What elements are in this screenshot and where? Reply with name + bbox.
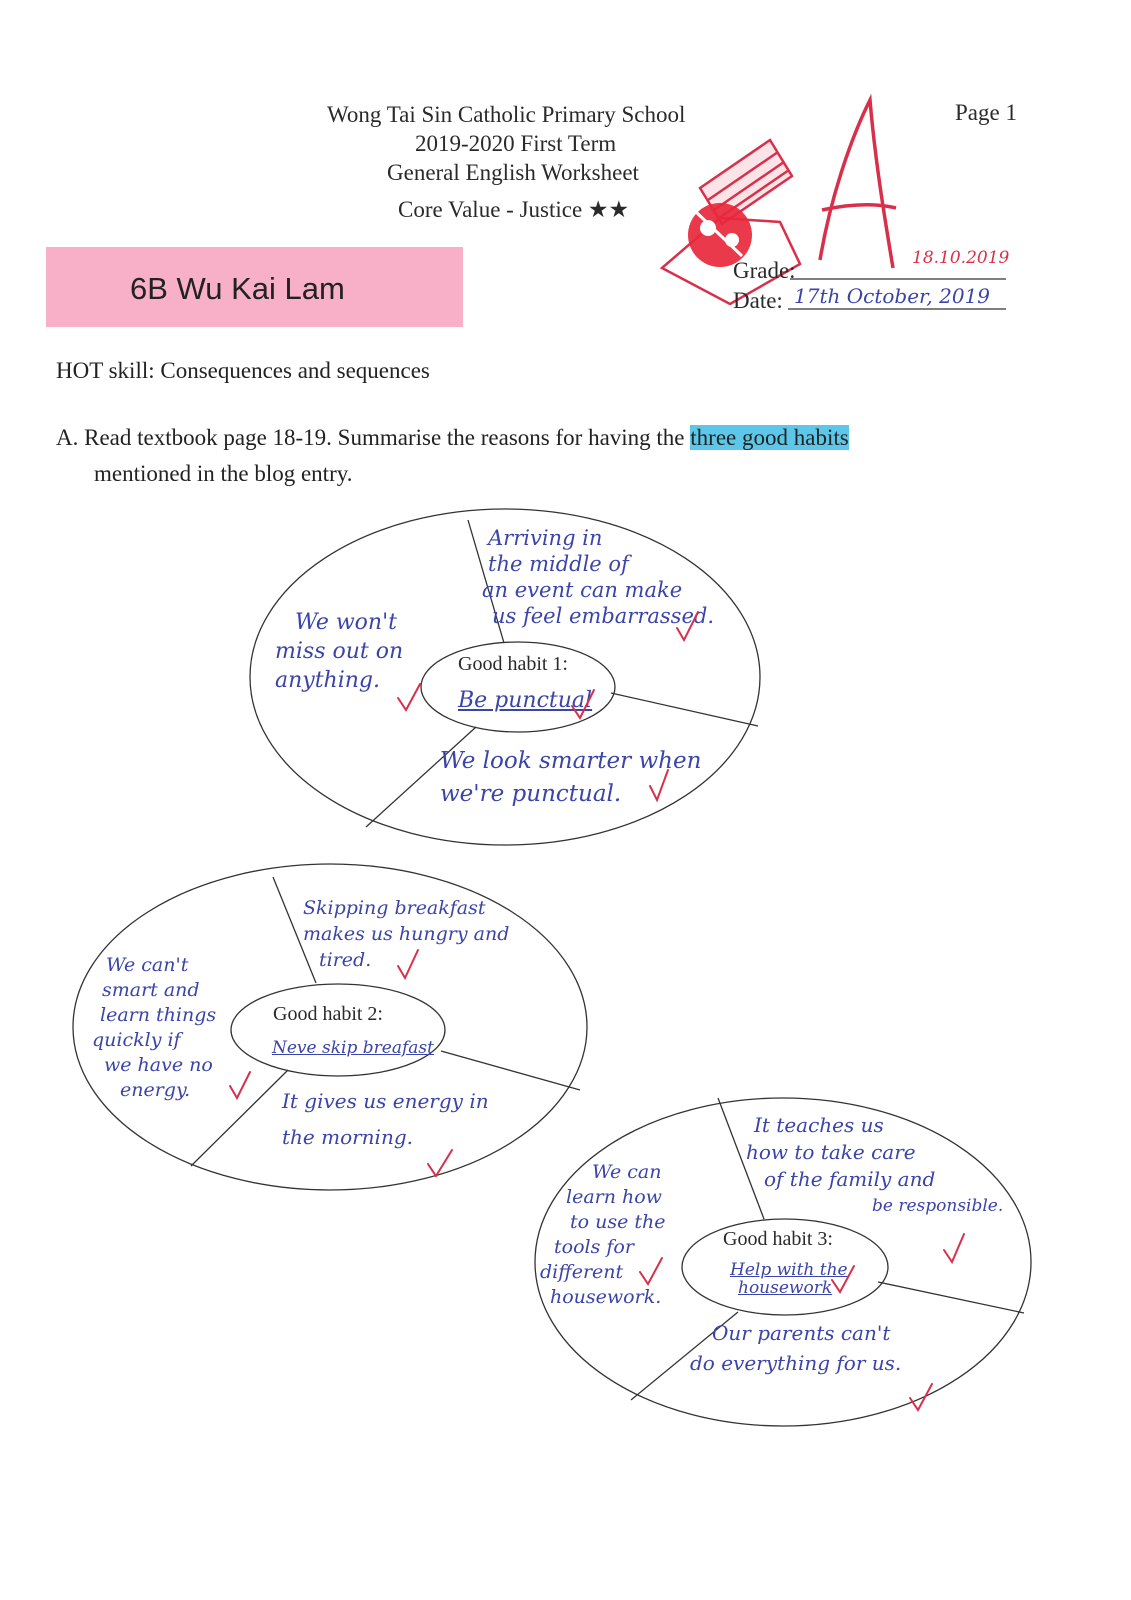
school-name: Wong Tai Sin Catholic Primary School	[327, 102, 686, 127]
habit-1-title: Good habit 1:	[458, 653, 568, 675]
term-label: 2019-2020 First Term	[415, 131, 617, 156]
grade-label: Grade:	[733, 258, 796, 283]
habit-3-reason-2: We can learn how to use the tools for different housework.	[540, 1161, 666, 1308]
habit-1-reason-2: We won't miss out on anything.	[275, 610, 404, 693]
habit-2-reason-3: It gives us energy in the morning.	[282, 1089, 489, 1149]
question-a-prefix: A. Read textbook page 18-19. Summarise the reasons for having the	[56, 425, 685, 450]
habit-3-reason-3: Our parents can't do everything for us.	[690, 1321, 902, 1375]
marked-date: 18.10.2019	[912, 248, 1010, 268]
tick-mark	[398, 684, 420, 710]
question-a-line2: mentioned in the blog entry.	[94, 461, 353, 486]
page-number: Page 1	[955, 100, 1017, 125]
tick-mark	[910, 1384, 932, 1410]
core-value: Core Value - Justice ★★	[398, 197, 630, 222]
habit-1-reason-3: We look smarter when we're punctual.	[440, 748, 702, 807]
habit-2-title: Good habit 2:	[273, 1003, 383, 1025]
habit-3-title: Good habit 3:	[723, 1228, 833, 1250]
tick-mark	[428, 1150, 452, 1176]
date-label: Date:	[733, 288, 783, 313]
tick-mark	[230, 1072, 250, 1098]
tick-mark	[650, 770, 668, 800]
date-value: 17th October, 2019	[794, 284, 991, 308]
student-name: 6B Wu Kai Lam	[130, 271, 345, 306]
tick-mark	[677, 612, 698, 640]
tick-mark	[832, 1266, 854, 1292]
habit-3-answer: Help with the housework	[730, 1260, 848, 1298]
worksheet-title: General English Worksheet	[387, 160, 639, 185]
tick-mark	[640, 1258, 662, 1284]
tick-mark	[572, 690, 594, 718]
habit-1-answer: Be punctual	[458, 688, 593, 713]
habit-2-reason-1: Skipping breakfast makes us hungry and tired.	[303, 897, 510, 971]
tick-mark	[944, 1234, 964, 1262]
habit-1-reason-1: Arriving in the middle of an event can make us feel embarrassed.	[482, 526, 714, 628]
habit-2-answer: Neve skip breafast	[272, 1038, 434, 1058]
habit-2-reason-2: We can't smart and learn things quickly if we have no energy.	[92, 954, 217, 1101]
habit-3-reason-1: It teaches us how to take care of the family and be responsible.	[746, 1113, 1004, 1216]
tick-mark	[398, 950, 418, 978]
hot-skill: HOT skill: Consequences and sequences	[56, 358, 430, 383]
question-a-highlight: three good habits	[690, 425, 849, 450]
